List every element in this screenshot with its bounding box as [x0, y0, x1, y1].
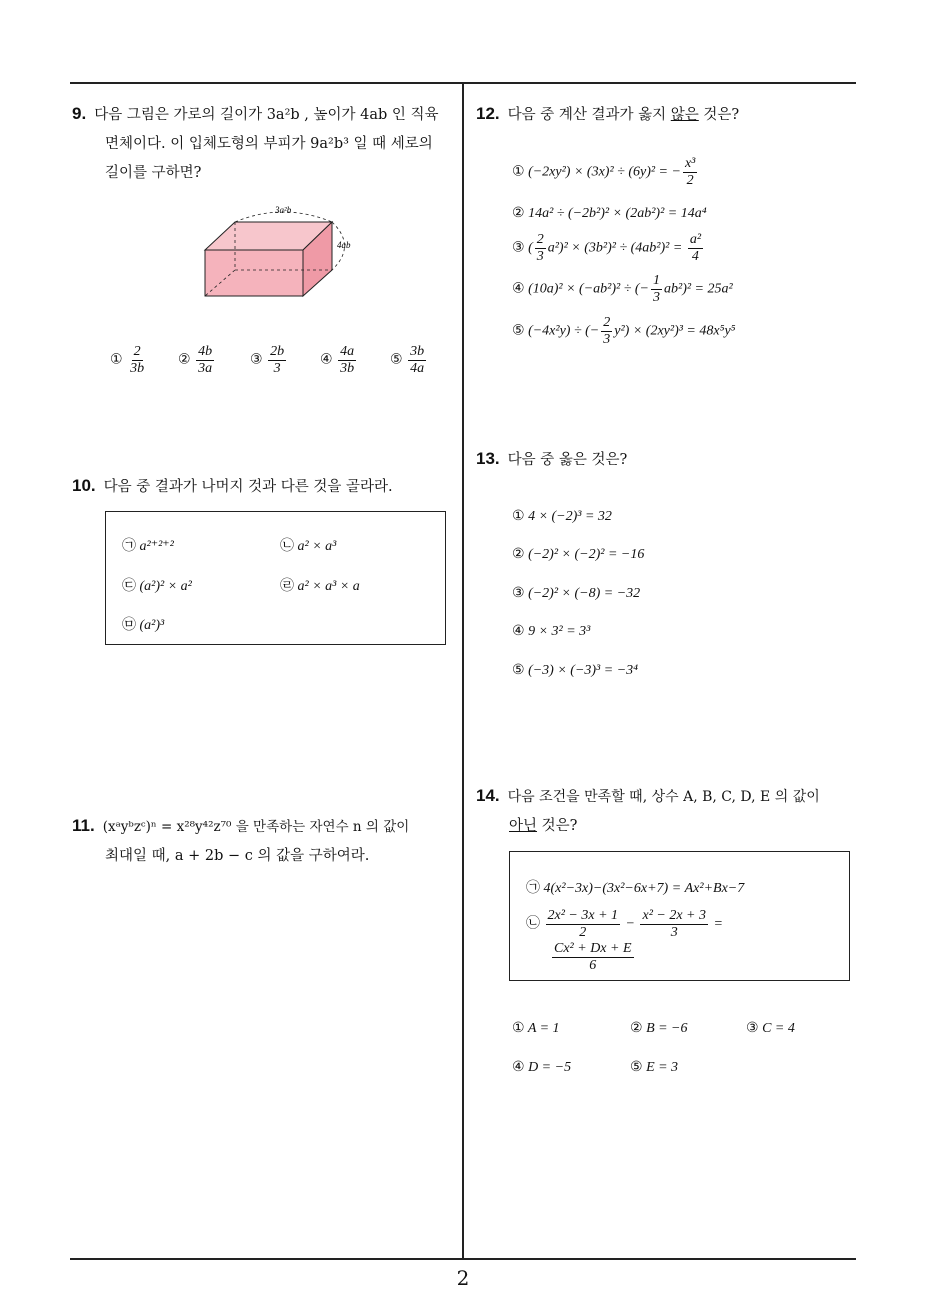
question-number: 14. — [476, 786, 500, 805]
width-label: 3a²b — [275, 205, 292, 215]
question-stem-line: 것은? — [698, 107, 740, 123]
list-item[interactable]: ⑤ E = 3 — [630, 1060, 679, 1075]
list-item[interactable]: ③ (−2)² × (−8) = −32 — [512, 586, 641, 601]
question-stem-line: 최대일 때, a + 2b − c 의 값을 구하여라. — [105, 848, 370, 864]
list-item[interactable]: ② (−2)² × (−2)² = −16 — [512, 547, 645, 562]
condition-2-rhs: $\frac{\text{Cx² + Dx + E}}{6}$ — [554, 941, 632, 973]
question-stem-line: 다음 조건을 만족할 때, 상수 A, B, C, D, E 의 값이 — [507, 789, 820, 805]
list-item[interactable]: ① 4 × (−2)³ = 32 — [512, 509, 612, 524]
question-stem-line: 다음 중 결과가 나머지 것과 다른 것을 골라라. — [103, 479, 393, 495]
question-13 — [476, 445, 861, 474]
question-12 — [476, 100, 861, 129]
list-item[interactable]: ④ D = −5 — [512, 1060, 572, 1075]
list-item[interactable]: ⑤ $\frac{3b}{4a}$ — [390, 344, 425, 376]
list-item[interactable]: ㉡ a² × a³ — [280, 539, 337, 554]
list-item[interactable]: ㉣ a² × a³ × a — [280, 579, 360, 594]
question-stem-line: 다음 중 옳은 것은? — [507, 452, 628, 468]
question-stem-line: 다음 중 계산 결과가 옳지 — [507, 107, 671, 123]
question-9 — [72, 100, 457, 187]
list-item[interactable]: ㉠ a²⁺²⁺² — [122, 539, 174, 554]
list-item[interactable]: ③ C = 4 — [746, 1021, 795, 1036]
question-14 — [476, 782, 866, 840]
question-11 — [72, 812, 457, 870]
bottom-rule — [70, 1258, 856, 1260]
list-item[interactable]: ⑤ (−3) × (−3)³ = −3⁴ — [512, 663, 639, 678]
cuboid-figure — [195, 200, 365, 305]
list-item[interactable]: ④ (10a)² × (−ab²)² ÷ (− $\frac{1}{3}$ ab²)² = 25a² — [512, 273, 733, 305]
list-item[interactable]: ② 14a² ÷ (−2b²)² × (2ab²)² = 14a⁴ — [512, 206, 707, 221]
list-item[interactable]: ③ ( $\frac{2}{3}$ a²)² × (3b²)² ÷ (4ab²)² = $\frac{\text{a²}}{4}$ — [512, 232, 702, 264]
underlined-word: 아닌 — [509, 818, 538, 834]
question-stem-line: 길이를 구하면? — [105, 165, 202, 181]
condition-1: ㉠ 4(x²−3x)−(3x²−6x+7) = Ax²+Bx−7 — [526, 881, 745, 896]
list-item[interactable]: ② $\frac{4b}{3a}$ — [178, 344, 213, 376]
list-item[interactable]: ⑤ (−4x²y) ÷ (− $\frac{2}{3}$ y²) × (2xy²)³ = 48x⁵y⁵ — [512, 315, 736, 347]
list-item[interactable]: ① $\frac{2}{3b}$ — [110, 344, 145, 376]
condition-2: ㉡ $\frac{\text{2x² − 3x + 1}}{2}$ − $\frac{\text{x² − 2x + 3}}{3}$ = — [526, 908, 723, 940]
question-stem-line: 것은? — [537, 818, 578, 834]
question-number: 11. — [72, 816, 95, 835]
question-10 — [72, 472, 457, 501]
question-stem-line: (xᵃyᵇzᶜ)ⁿ = x²⁸y⁴²z⁷⁰ 을 만족하는 자연수 n 의 값이 — [102, 819, 410, 835]
list-item[interactable]: ④ 9 × 3² = 3³ — [512, 624, 591, 639]
question-stem-line: 면체이다. 이 입체도형의 부피가 9a²b³ 일 때 세로의 — [105, 136, 433, 152]
question-number: 10. — [72, 476, 96, 495]
column-divider — [462, 83, 464, 1259]
question-number: 9. — [72, 104, 87, 123]
question-number: 13. — [476, 449, 500, 468]
list-item[interactable]: ㉢ (a²)² × a² — [122, 579, 192, 594]
underlined-word: 않은 — [670, 107, 699, 123]
list-item[interactable]: ③ $\frac{2b}{3}$ — [250, 344, 285, 376]
question-number: 12. — [476, 104, 500, 123]
height-label: 4ab — [337, 240, 351, 250]
list-item[interactable]: ① (−2xy²) × (3x)² ÷ (6y)² = − $\frac{\text{x³}}{2}$ — [512, 156, 696, 188]
page-number: 2 — [456, 1266, 470, 1290]
list-item[interactable]: ② B = −6 — [630, 1021, 688, 1036]
question-stem-line: 다음 그림은 가로의 길이가 3a²b , 높이가 4ab 인 직육 — [94, 107, 439, 123]
list-item[interactable]: ㉤ (a²)³ — [122, 618, 165, 633]
list-item[interactable]: ① A = 1 — [512, 1021, 560, 1036]
list-item[interactable]: ④ $\frac{4a}{3b}$ — [320, 344, 355, 376]
